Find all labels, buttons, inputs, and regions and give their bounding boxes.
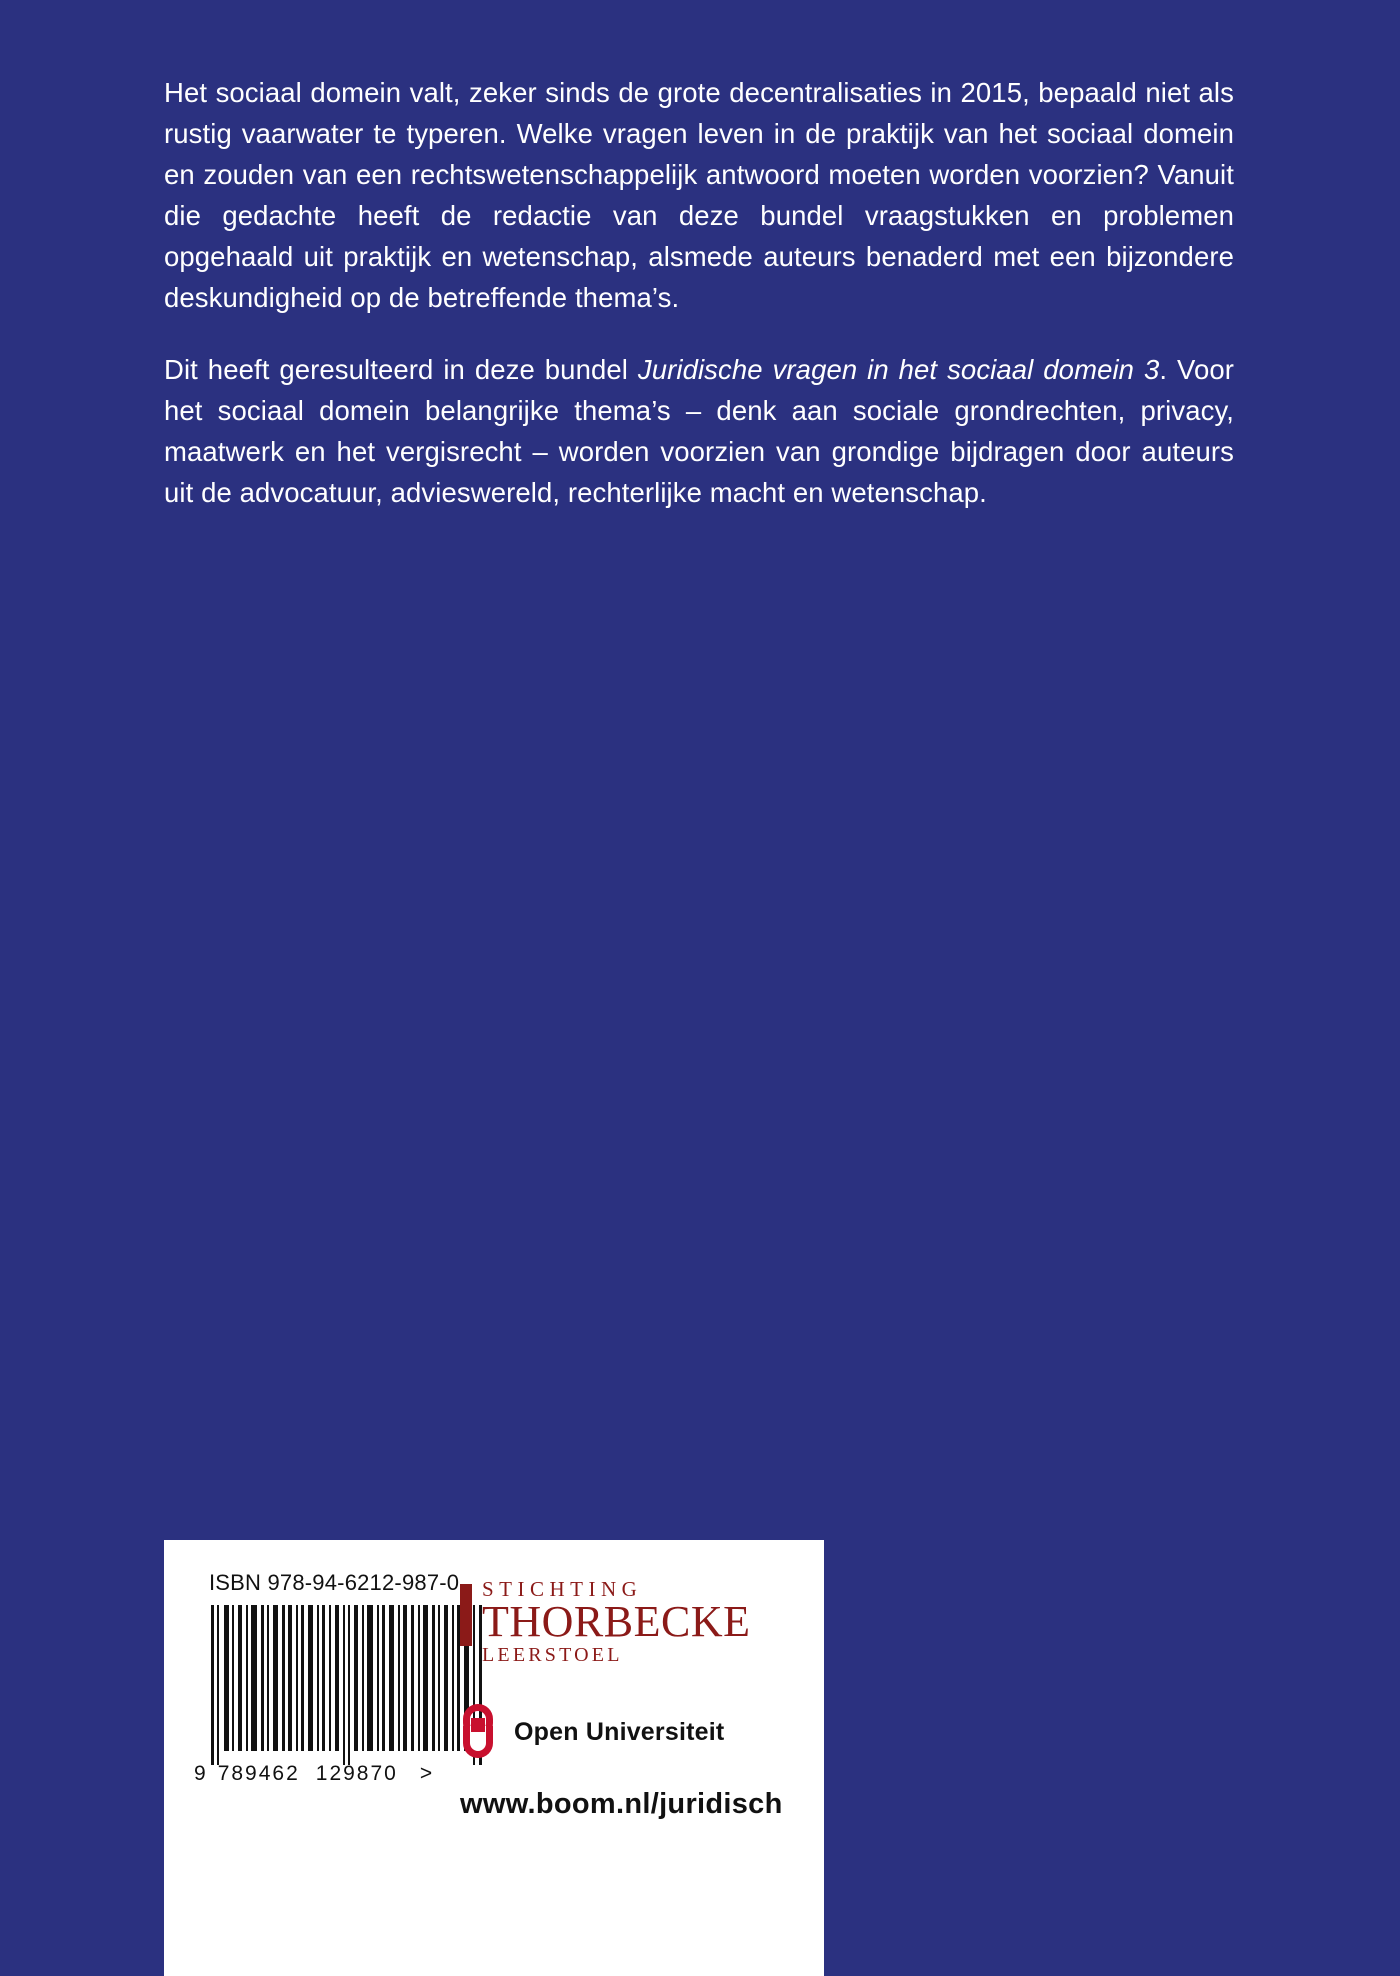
barcode-digit-group-1: 789462 xyxy=(217,1762,300,1785)
thorbecke-line-leerstoel: LEERSTOEL xyxy=(482,1644,623,1666)
blurb-paragraph-2-lead: Dit heeft geresulteerd in deze bundel xyxy=(164,354,638,385)
thorbecke-line-stichting: STICHTING xyxy=(482,1577,643,1601)
barcode-digits xyxy=(194,1762,504,1786)
thorbecke-bar-icon xyxy=(460,1584,472,1646)
footer-white-block xyxy=(164,1540,824,1976)
isbn-label: ISBN 978-94-6212-987-0 xyxy=(209,1570,460,1595)
thorbecke-line-thorbecke: THORBECKE xyxy=(482,1597,751,1646)
publisher-website[interactable]: www.boom.nl/juridisch xyxy=(460,1788,783,1820)
barcode-digit-group-2: 129870 xyxy=(315,1762,398,1785)
barcode-digit-lead: 9 xyxy=(194,1762,208,1785)
book-title-italic: Juridische vragen in het sociaal domein 3 xyxy=(637,354,1160,385)
blurb-paragraph-2-tail: . Voor het sociaal domein belangrijke thema’s – denk aan sociale grondrechten, privacy, maatwerk en het vergisrecht – worden voorzien van grondige bijdragen door auteurs uit de advocatuur, advieswereld, rechterlijke macht en wetenschap. xyxy=(164,354,1234,508)
open-universiteit-logo xyxy=(460,1702,724,1762)
blurb-paragraph-1: Het sociaal domein valt, zeker sinds de grote decentralisaties in 2015, bepaald niet als rustig vaarwater te typeren. Welke vragen leven in de praktijk van het sociaal domein en zouden van een rechtswetenschappelijk antwoord moeten worden voorzien? Vanuit die gedachte heeft de redactie van deze bundel vraagstukken en problemen opgehaald uit praktijk en wetenschap, alsmede auteurs benaderd met een bijzondere deskundigheid op de betreffende thema’s. xyxy=(164,77,1234,313)
barcode-digit-tail: > xyxy=(419,1762,435,1785)
blurb-paragraph-2 xyxy=(164,349,1234,513)
back-cover-blurb xyxy=(164,72,1234,513)
open-universiteit-mark-icon xyxy=(460,1704,500,1760)
stichting-thorbecke-leerstoel-logo xyxy=(460,1578,805,1666)
ou-u-inner-shape xyxy=(471,1718,485,1732)
open-universiteit-label: Open Universiteit xyxy=(514,1717,725,1746)
barcode-icon xyxy=(209,1605,489,1765)
